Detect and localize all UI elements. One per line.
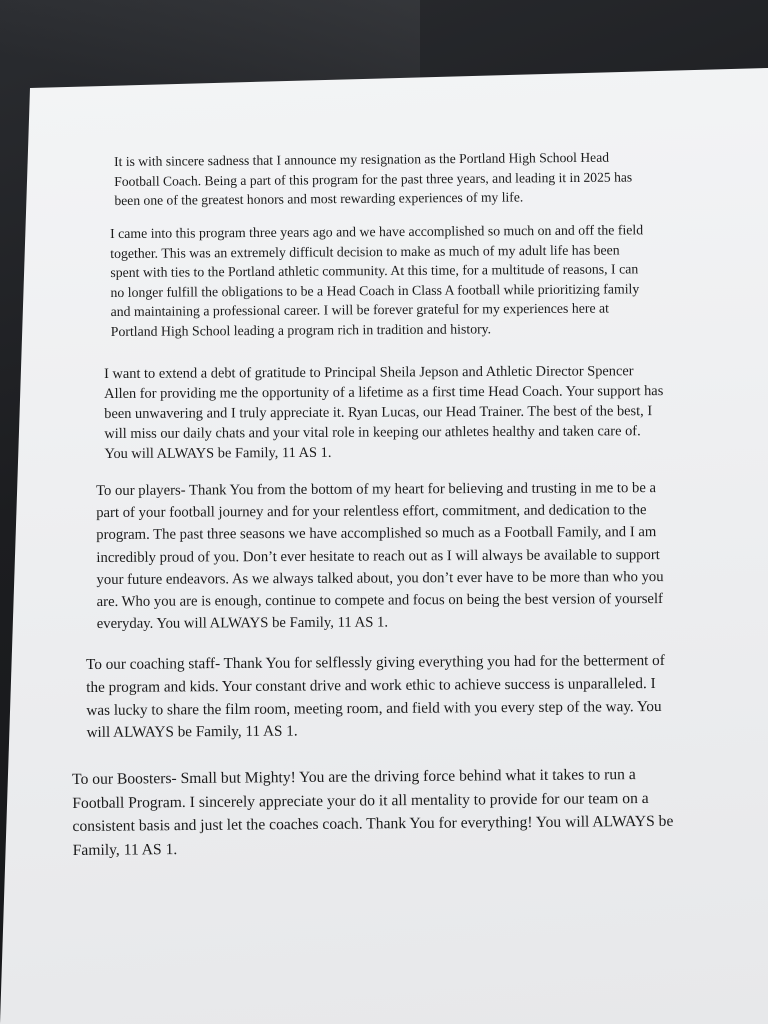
text-line: Family, 11 AS 1.: [72, 840, 178, 859]
text-line: are. Who you are is enough, continue to compete and focus on being the best version of yourself: [96, 591, 663, 611]
paragraph-decision: [110, 220, 644, 341]
text-line: the program and kids. Your constant drive and work ethic to achieve success is unparalleled. I: [86, 674, 656, 696]
text-line: incredibly proud of you. Don’t ever hesitate to reach out as I will always be available to support: [96, 546, 660, 566]
text-line: no longer fulfill the obligations to be a Head Coach in Class A football while prioritizing family: [110, 281, 640, 300]
text-line: Portland High School leading a program rich in tradition and history.: [110, 321, 492, 339]
text-line: program. The past three seasons we have accomplished so much as a Football Family, and I am: [96, 524, 657, 544]
paragraph-boosters: [72, 763, 674, 863]
paragraph-resignation-announcement: [114, 147, 632, 210]
text-line: your future endeavors. As we always talked about, you don’t ever have to be more than who you: [96, 568, 664, 588]
paragraph-coaching-staff: [86, 650, 665, 745]
text-line: Football Coach. Being a part of this program for the past three years, and leading it in 2025 has: [114, 168, 633, 189]
text-line: spent with ties to the Portland athletic community. At this time, for a multitude of reasons, I can: [110, 261, 639, 281]
text-line: consistent basis and just let the coaches coach. Thank You for everything! You will ALWAYS be: [72, 812, 674, 836]
text-line: To our players- Thank You from the bottom of my heart for believing and trusting in me to be a: [96, 480, 657, 499]
text-line: will ALWAYS be Family, 11 AS 1.: [86, 722, 298, 742]
text-line: I came into this program three years ago and we have accomplished so much on and off the field: [110, 222, 644, 241]
text-line: Allen for providing me the opportunity of a lifetime as a first time Head Coach. Your support has: [104, 383, 664, 402]
paragraph-players: [96, 477, 664, 635]
text-line: was lucky to share the film room, meeting room, and field with you every step of the way. You: [86, 697, 662, 719]
text-line: together. This was an extremely difficult decision to make as much of my adult life has been: [110, 242, 620, 261]
text-line: You will ALWAYS be Family, 11 AS 1.: [104, 444, 332, 462]
text-line: To our Boosters- Small but Mighty! You are the driving force behind what it takes to run a: [72, 766, 636, 788]
text-line: been unwavering and I truly appreciate it. Ryan Lucas, our Head Trainer. The best of the best, I: [104, 403, 653, 422]
text-line: I want to extend a debt of gratitude to Principal Sheila Jepson and Athletic Director Spencer: [104, 363, 634, 382]
text-line: It is with sincere sadness that I announce my resignation as the Portland High School Head: [114, 149, 610, 169]
text-line: part of your football journey and for your relentless effort, commitment, and dedication to the: [96, 502, 647, 522]
paragraph-gratitude-administration: [104, 361, 664, 464]
text-line: and maintaining a professional career. I will be forever grateful for my experiences here at: [110, 300, 610, 320]
text-line: Football Program. I sincerely appreciate your do it all mentality to provide for our team on a: [72, 789, 649, 812]
text-line: will miss our daily chats and your vital role in keeping our athletes healthy and taken care of.: [104, 423, 641, 442]
text-line: To our coaching staff- Thank You for selflessly giving everything you had for the betterment of: [86, 651, 665, 673]
text-line: been one of the greatest honors and most rewarding experiences of my life.: [114, 189, 524, 208]
text-line: everyday. You will ALWAYS be Family, 11 AS 1.: [96, 614, 389, 633]
